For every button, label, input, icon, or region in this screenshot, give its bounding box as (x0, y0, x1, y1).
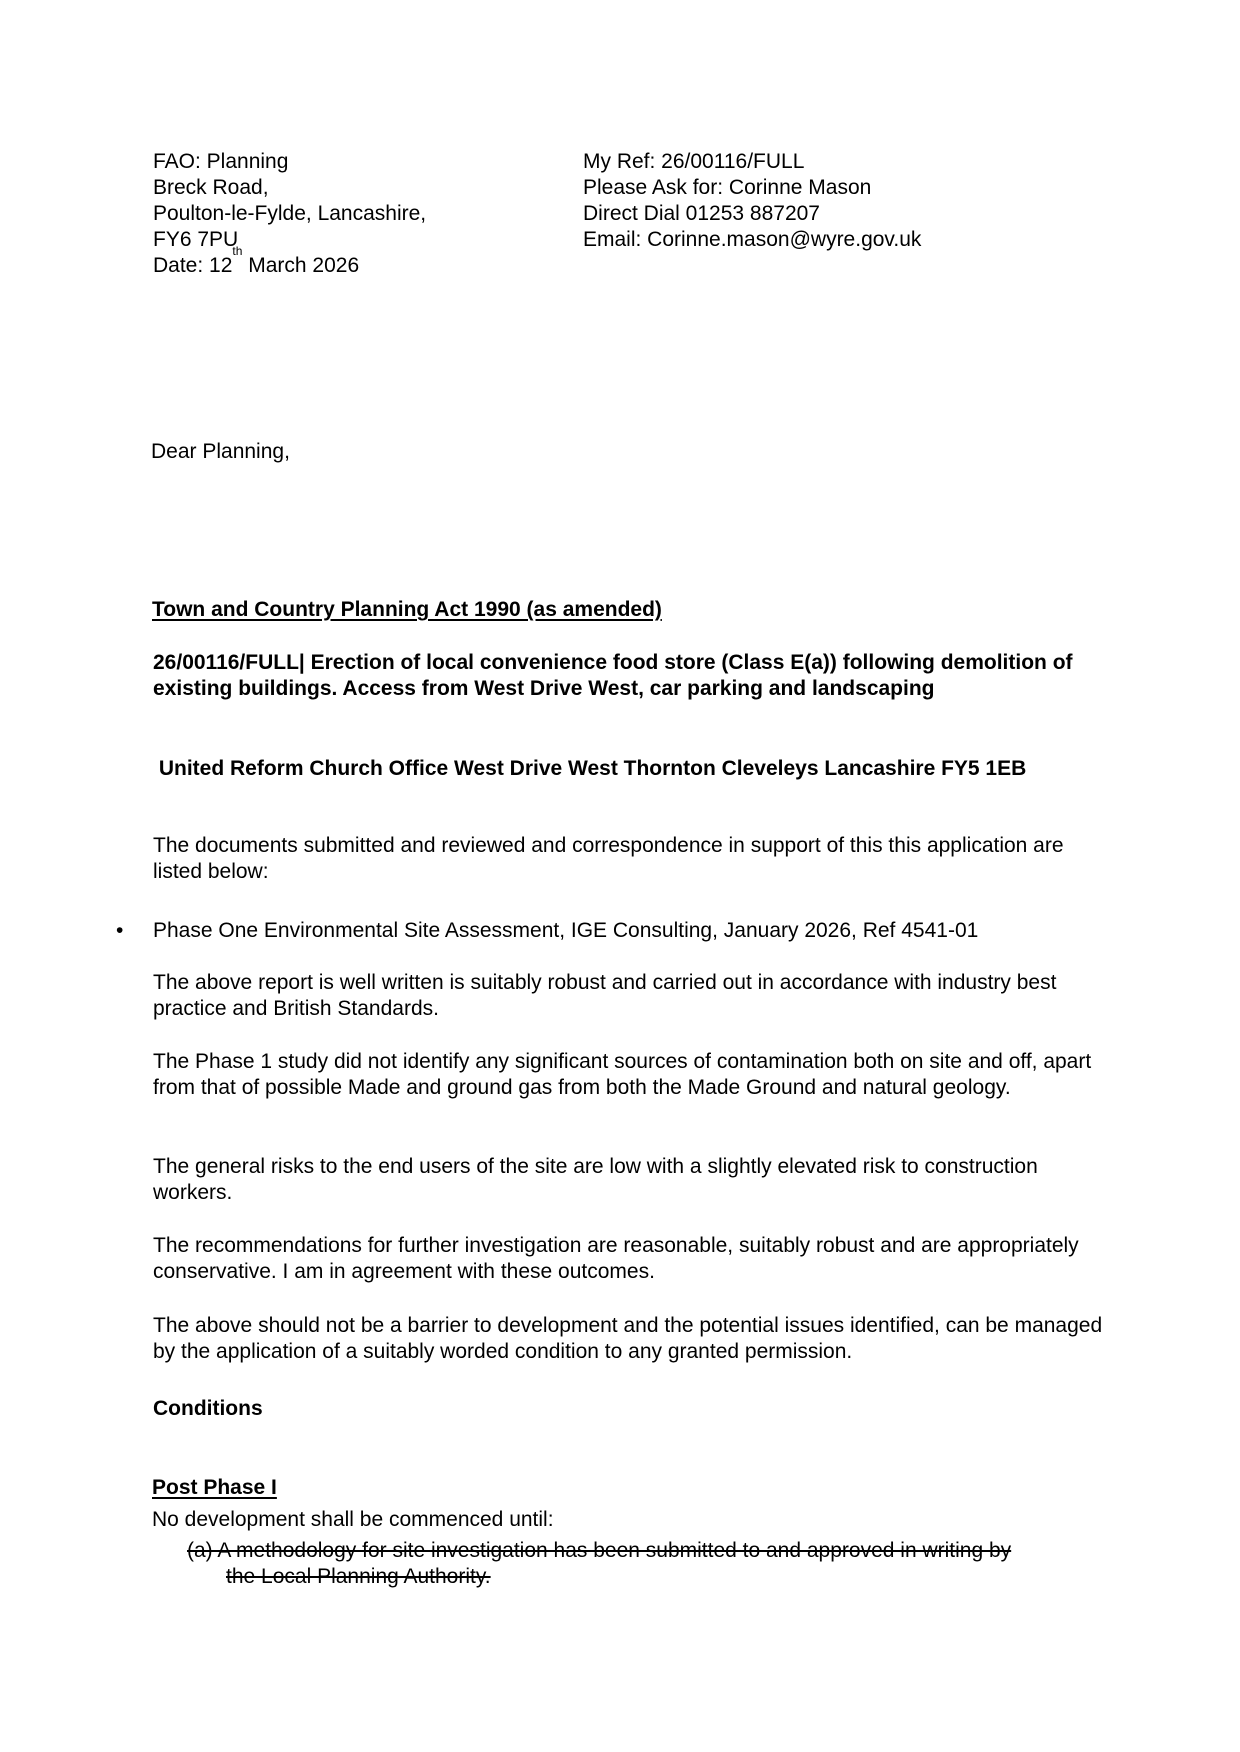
intro-paragraph: The documents submitted and reviewed and correspondence in support of this this application are listed below: (153, 834, 1064, 883)
letter-date (153, 244, 426, 279)
address-line: Poulton-le-Fylde, Lancashire, (153, 202, 427, 225)
address-line: Breck Road, (153, 176, 269, 199)
date-suffix: March 2026 (242, 254, 360, 277)
reference-block (583, 149, 921, 253)
address-line: FAO: Planning (153, 150, 289, 173)
body-paragraph: The above should not be a barrier to development and the potential issues identified, can be managed by the application of a suitably worded condition to any granted permission. (153, 1314, 1103, 1363)
contact-name: Please Ask for: Corinne Mason (583, 176, 872, 199)
body-paragraph: The above report is well written is suitably robust and carried out in accordance with industry best practice and British Standards. (153, 971, 1057, 1020)
condition-item-a: (a) A methodology for site investigation has been submitted to and approved in writing by (187, 1539, 1012, 1562)
conditions-heading: Conditions (153, 1397, 263, 1420)
proposal-heading: 26/00116/FULL| Erection of local convenience food store (Class E(a)) following demolition of existing buildings. Access from West Drive West, car parking and landscaping (153, 651, 1073, 700)
document-list-item: Phase One Environmental Site Assessment, IGE Consulting, January 2026, Ref 4541-01 (153, 919, 979, 942)
direct-dial: Direct Dial 01253 887207 (583, 202, 820, 225)
condition-item-a-continued: the Local Planning Authority. (226, 1565, 491, 1588)
post-phase-heading: Post Phase I (152, 1476, 277, 1499)
salutation: Dear Planning, (151, 440, 290, 463)
site-address: United Reform Church Office West Drive West Thornton Cleveleys Lancashire FY5 1EB (153, 757, 1027, 780)
recipient-address (153, 149, 426, 279)
bullet-icon: • (116, 919, 124, 942)
my-ref: My Ref: 26/00116/FULL (583, 150, 805, 173)
contact-email[interactable]: Email: Corinne.mason@wyre.gov.uk (583, 228, 922, 251)
act-heading: Town and Country Planning Act 1990 (as amended) (152, 598, 662, 621)
body-paragraph: The Phase 1 study did not identify any significant sources of contamination both on site and off, apart from that of possible Made and ground gas from both the Made Ground and natural geology. (153, 1050, 1092, 1099)
date-prefix: Date: 12 (153, 254, 233, 277)
body-paragraph: The general risks to the end users of the site are low with a slightly elevated risk to construction workers. (153, 1155, 1038, 1204)
date-ordinal: th (232, 244, 243, 258)
no-development-text: No development shall be commenced until: (152, 1508, 554, 1531)
address-line: FY6 7PU (153, 228, 239, 251)
body-paragraph: The recommendations for further investigation are reasonable, suitably robust and are appropriately conservative. I am in agreement with these outcomes. (153, 1234, 1079, 1283)
